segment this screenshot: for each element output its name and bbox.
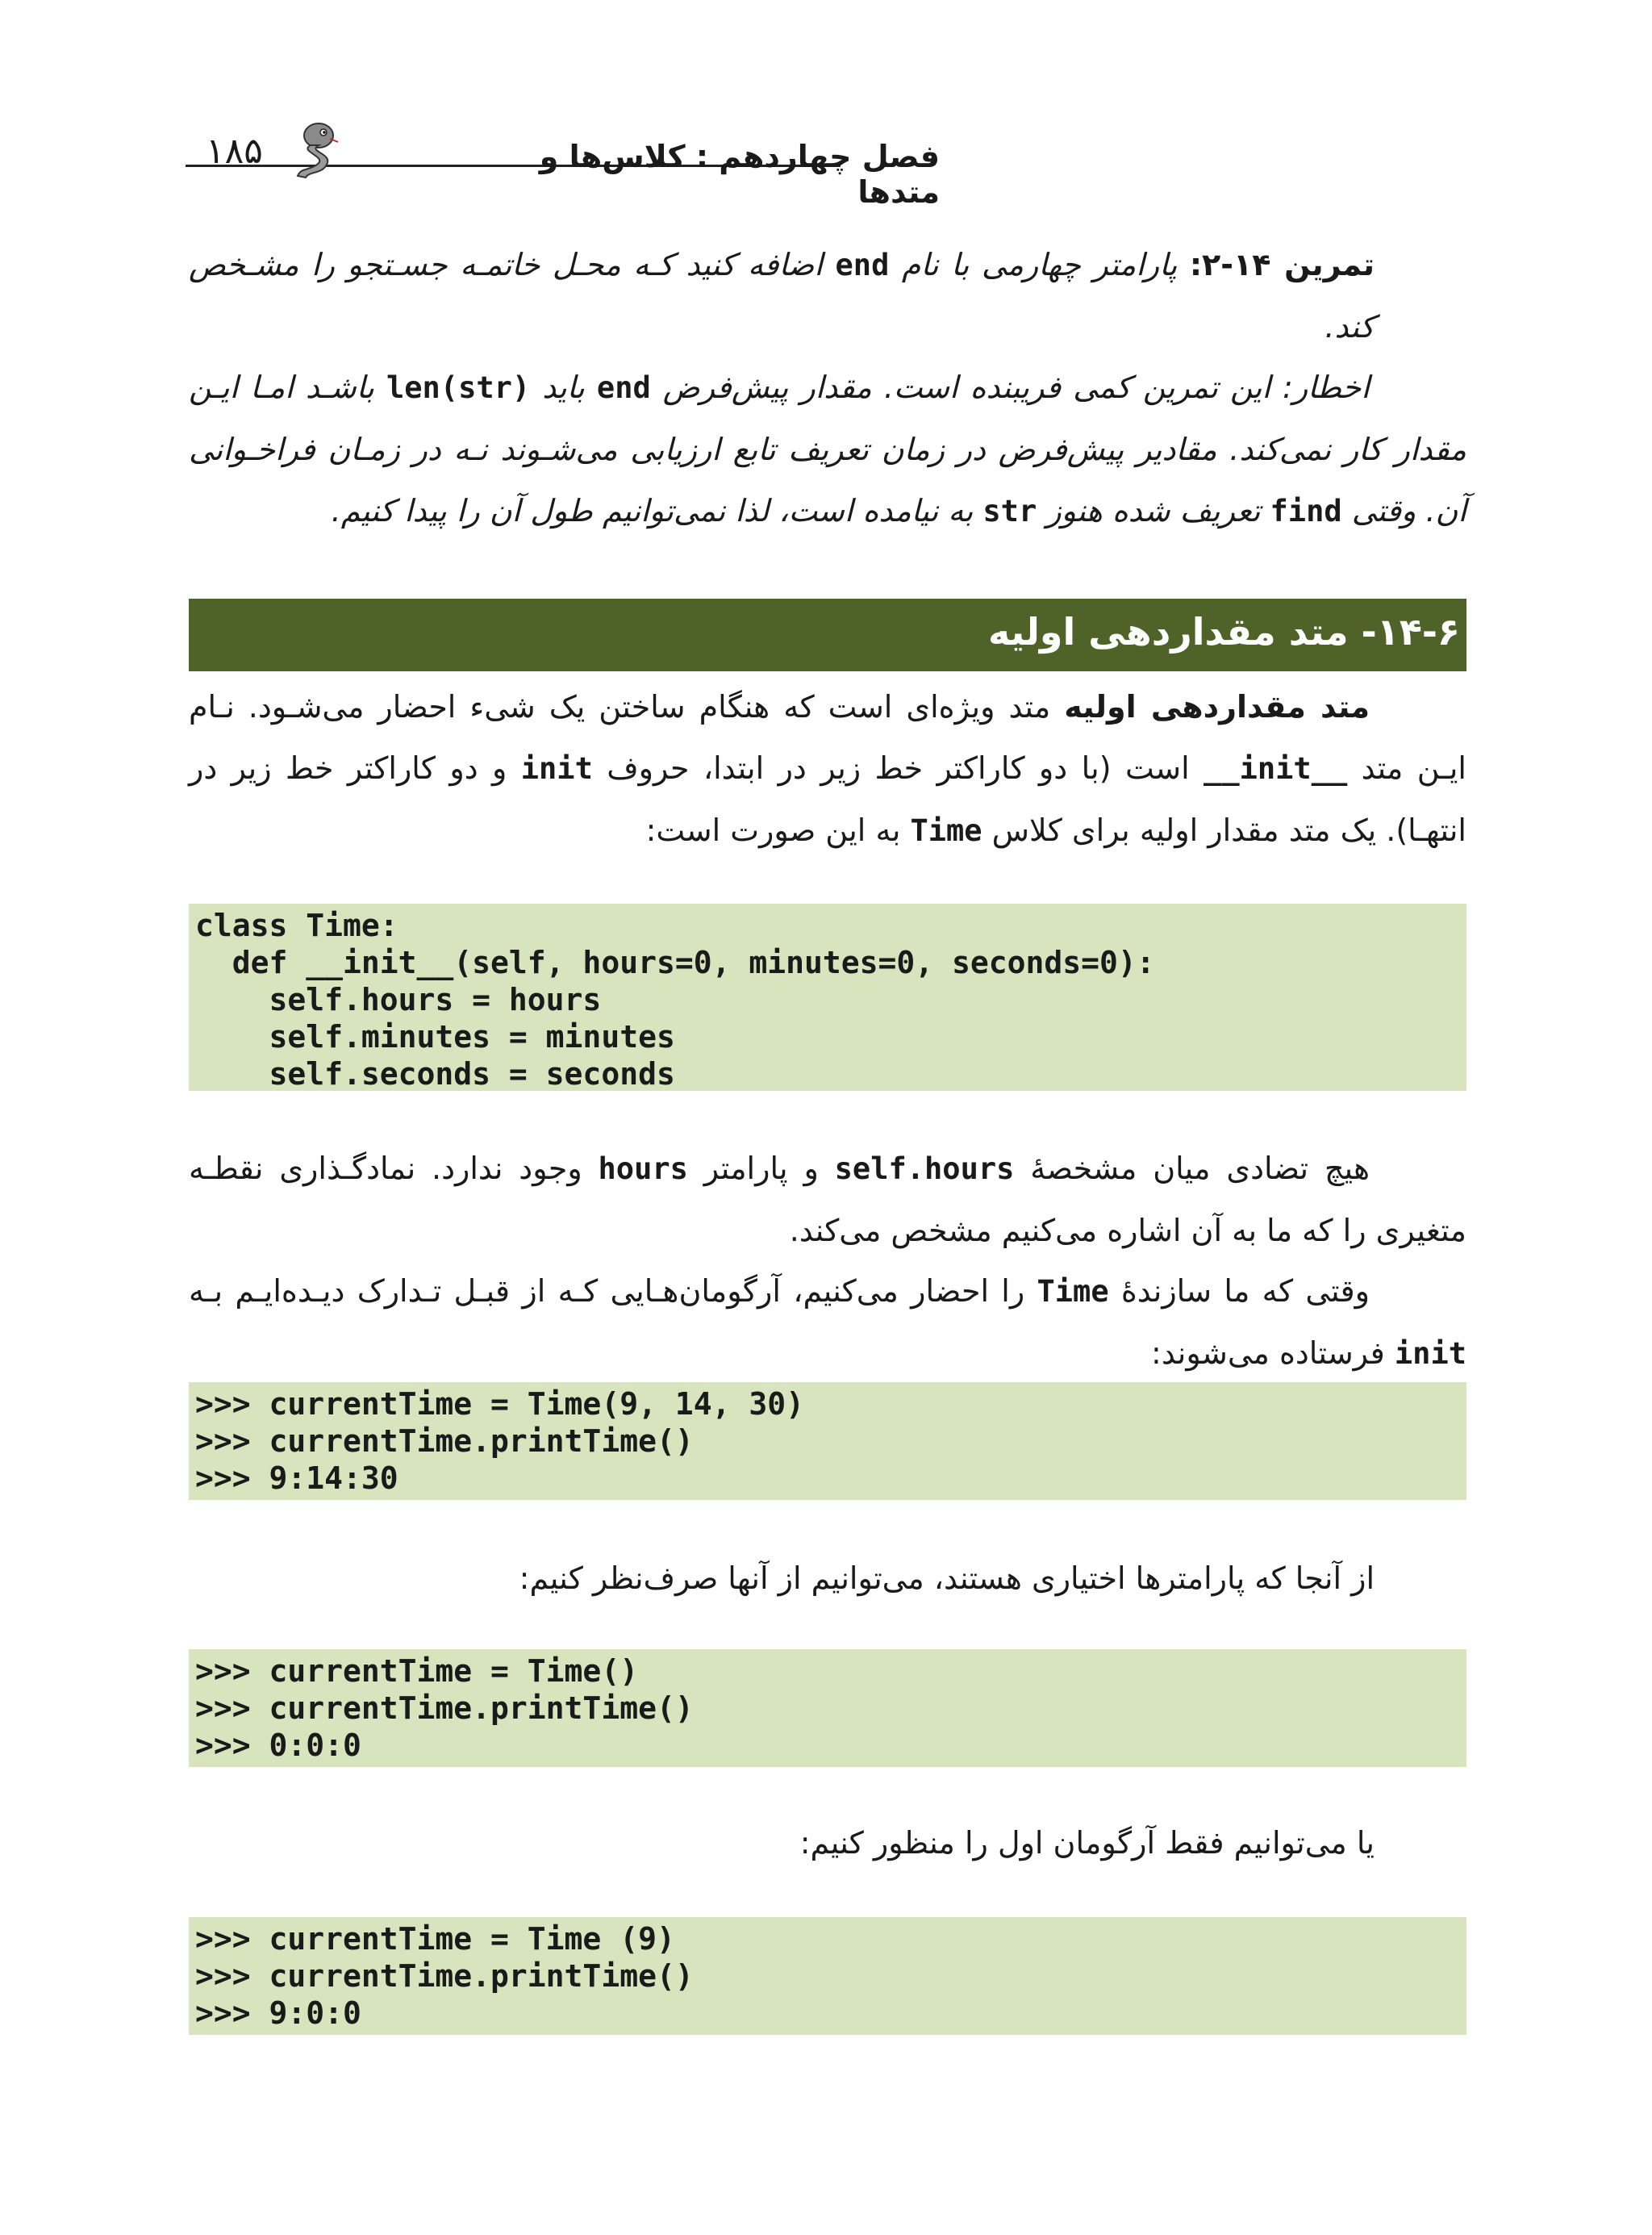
code-line: >>> currentTime = Time(9, 14, 30) <box>195 1386 804 1422</box>
intro-paragraph <box>189 676 1466 862</box>
code-end: end <box>596 370 651 405</box>
code-hours: hours <box>598 1151 688 1186</box>
code-line: self.seconds = seconds <box>195 1056 675 1092</box>
code-line: >>> currentTime.printTime() <box>195 1423 694 1459</box>
code-len-str: len(str) <box>386 370 531 405</box>
warning-text-c: باشـد امـا ایـن مقدار کار نمی‌کند. مقادیر پیش‌فرض در زمان تعریف تابع ارزیابی می‌شـوند نـه در زمـان فراخـوانی آن. وقتی <box>189 370 1466 528</box>
chapter-title: فصل چهاردهم : کلاس‌ها و متدها <box>539 139 940 210</box>
code-line: >>> currentTime = Time() <box>195 1653 639 1689</box>
exercise-text-b: اضافه کنید کـه محـل خاتمـه جسـتجو را مشـخص کند. <box>189 247 1375 345</box>
warning-text-e: به نیامده است، لذا نمی‌توانیم طول آن را پیدا کنیم. <box>331 493 983 528</box>
warning-text-a: اخطار: این تمرین کمی فریبنده است. مقدار پیش‌فرض <box>650 370 1370 405</box>
python-snake-icon <box>286 121 344 181</box>
code-init-dunder: __init__ <box>1204 751 1348 786</box>
first-arg-paragraph <box>189 1812 1375 1874</box>
code-end: end <box>835 248 890 282</box>
para3-text-c: فرستاده می‌شوند: <box>1151 1335 1395 1371</box>
code-line: >>> 0:0:0 <box>195 1727 361 1763</box>
code-init: init <box>520 751 593 786</box>
page-number: ۱۸۵ <box>206 131 263 172</box>
section-heading <box>189 599 1466 671</box>
code-init: init <box>1394 1336 1466 1371</box>
intro-bold: متد مقداردهی اولیه <box>1064 689 1370 725</box>
code-block-time-9-14-30 <box>189 1382 1466 1500</box>
para2-text-b: و پارامتر <box>687 1151 835 1186</box>
code-block-time-9 <box>189 1917 1466 2035</box>
optional-params-paragraph <box>189 1548 1375 1609</box>
warning-text-d: تعریف شده هنوز <box>1037 493 1270 528</box>
code-self-hours: self.hours <box>834 1151 1015 1186</box>
warning-text-b: باید <box>530 370 597 405</box>
intro-text-a: متد ویژه‌ای است که هنگام ساختن یک شیء احضار می‌شـود. نـام ایـن متد <box>189 689 1466 786</box>
constructor-paragraph <box>189 1260 1466 1385</box>
para3-text-a: وقتی که ما سازندهٔ <box>1108 1273 1370 1309</box>
exercise-label: تمرین ۱۴-۲: <box>1189 247 1375 282</box>
exercise-text-a: پارامتر چهارمی با نام <box>889 247 1190 282</box>
code-line: >>> 9:14:30 <box>195 1460 398 1496</box>
code-line: >>> currentTime.printTime() <box>195 1958 694 1994</box>
code-line: def __init__(self, hours=0, minutes=0, seconds=0): <box>195 945 1155 980</box>
code-time: Time <box>910 813 982 848</box>
section-title: ۱۴-۶- متد مقداردهی اولیه <box>987 610 1460 654</box>
attribute-paragraph <box>189 1138 1466 1261</box>
para5-text: یا می‌توانیم فقط آرگومان اول را منظور کنیم: <box>799 1825 1375 1861</box>
code-str: str <box>982 494 1037 528</box>
code-line: class Time: <box>195 908 398 943</box>
code-line: self.minutes = minutes <box>195 1019 675 1055</box>
para2-text-c: وجود ندارد. نمادگـذاری نقطـه متغیری را که ما به آن اشاره می‌کنیم مشخص می‌کند. <box>189 1151 1466 1248</box>
code-time: Time <box>1037 1274 1109 1309</box>
code-line: >>> currentTime.printTime() <box>195 1690 694 1726</box>
code-line: self.hours = hours <box>195 982 602 1017</box>
code-line: >>> currentTime = Time (9) <box>195 1921 675 1957</box>
para4-text: از آنجا که پارامترها اختیاری هستند، می‌توانیم از آنها صرف‌نظر کنیم: <box>519 1560 1375 1596</box>
exercise-paragraph <box>189 234 1375 357</box>
intro-text-d: به این صورت است: <box>645 813 911 848</box>
para2-text-a: هیچ تضادی میان مشخصهٔ <box>1014 1151 1370 1186</box>
warning-paragraph <box>189 357 1466 542</box>
intro-text-b: است (با دو کاراکتر خط زیر در ابتدا، حروف <box>592 750 1204 786</box>
code-block-time-empty <box>189 1649 1466 1767</box>
code-line: >>> 9:0:0 <box>195 1995 361 2031</box>
intro-text-c: و دو کاراکتر خط زیر در انتهـا). یک متد مقدار اولیه برای کلاس <box>189 750 1466 848</box>
para3-text-b: را احضار می‌کنیم، آرگومان‌هـایی کـه از قبـل تـدارک دیـده‌ایـم بـه <box>189 1273 1037 1309</box>
code-find: find <box>1270 494 1342 528</box>
page-header <box>186 113 1466 210</box>
code-block-class-time <box>189 904 1466 1091</box>
